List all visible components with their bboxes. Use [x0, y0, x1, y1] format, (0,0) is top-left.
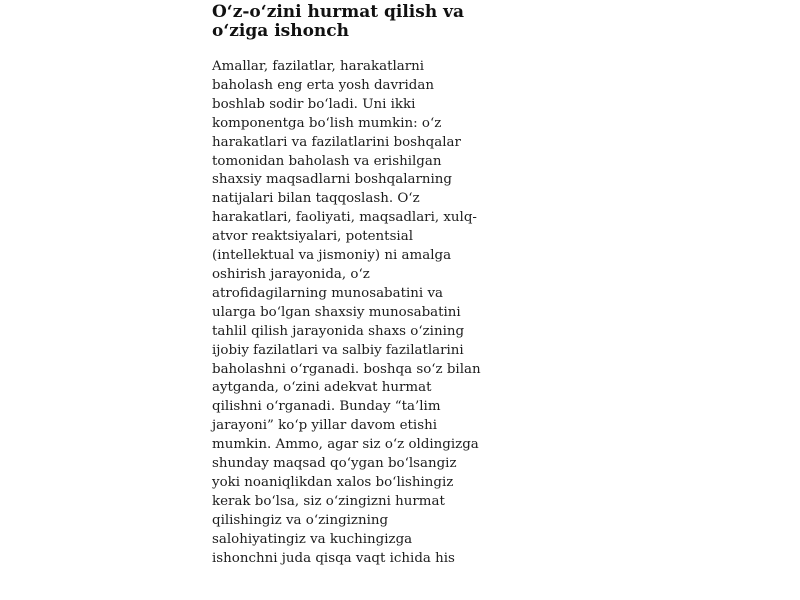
body-line: baholashni o‘rganadi. boshqa so‘z bilan — [212, 361, 481, 377]
body-line: shaxsiy maqsadlarni boshqalarning — [212, 172, 452, 188]
body-line: tahlil qilish jarayonida shaxs o‘zining — [212, 323, 465, 339]
article-title-line: o‘ziga ishonch — [212, 21, 349, 41]
body-line: harakatlari, faoliyati, maqsadlari, xulq- — [212, 210, 477, 226]
body-line: ijobiy fazilatlari va salbiy fazilatlarini — [212, 342, 464, 358]
body-line: (intellektual va jismoniy) ni amalga — [212, 248, 452, 264]
article-title-line: O‘z-o‘zini hurmat qilish va — [212, 2, 464, 22]
body-line: yoki noaniqlikdan xalos bo‘lishingiz — [212, 474, 454, 490]
body-line: ishonchni juda qisqa vaqt ichida his — [212, 550, 455, 566]
body-line: natijalari bilan taqqoslash. O‘z — [212, 191, 420, 207]
body-line: mumkin. Ammo, agar siz o‘z oldingizga — [212, 437, 479, 453]
body-line: salohiyatingiz va kuchingizga — [212, 531, 413, 547]
article-title — [212, 0, 532, 41]
body-line: kerak bo‘lsa, siz o‘zingizni hurmat — [212, 493, 445, 509]
body-line: atrofidagilarning munosabatini va — [212, 285, 443, 301]
body-line: shunday maqsad qo‘ygan bo‘lsangiz — [212, 456, 457, 472]
body-line: harakatlari va fazilatlarini boshqalar — [212, 134, 461, 150]
body-line: baholash eng erta yosh davridan — [212, 77, 434, 93]
body-line: aytganda, o‘zini adekvat hurmat — [212, 380, 432, 396]
body-line: oshirish jarayonida, o‘z — [212, 266, 370, 282]
body-line: Amallar, fazilatlar, harakatlarni — [212, 59, 425, 74]
body-line: ularga bo‘lgan shaxsiy munosabatini — [212, 304, 461, 320]
body-line: komponentga bo‘lish mumkin: o‘z — [212, 115, 442, 131]
article-body — [212, 58, 532, 568]
article — [212, 0, 532, 568]
body-line: boshlab sodir bo‘ladi. Uni ikki — [212, 96, 416, 112]
body-line: qilishni o‘rganadi. Bunday “ta’lim — [212, 399, 441, 415]
body-line: tomonidan baholash va erishilgan — [212, 153, 442, 169]
body-line: atvor reaktsiyalari, potentsial — [212, 229, 413, 245]
body-line: jarayoni” ko‘p yillar davom etishi — [212, 418, 437, 434]
body-line: qilishingiz va o‘zingizning — [212, 512, 389, 528]
